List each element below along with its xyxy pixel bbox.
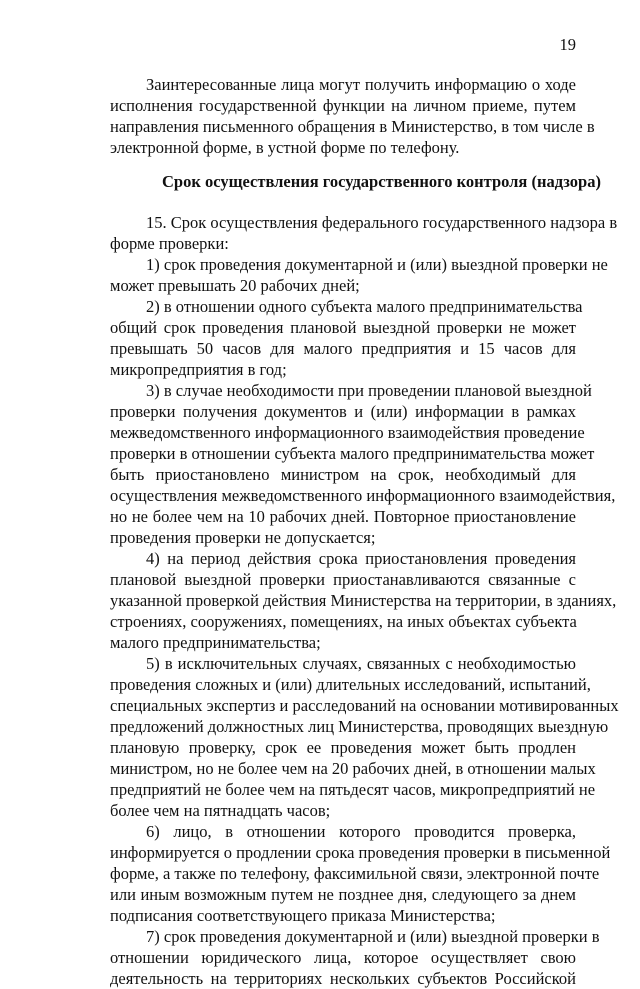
text-line: министром, но не более чем на 20 рабочих дней, в отношении малых	[110, 759, 596, 778]
text-line: электронной форме, в устной форме по телефону.	[110, 138, 460, 157]
text-line: проведения сложных и (или) длительных исследований, испытаний,	[110, 675, 591, 694]
text-line: предприятий не более чем на пятьдесят часов, микропредприятий не	[110, 780, 596, 799]
text-line: информируется о продлении срока проведения проверки в письменной	[110, 843, 611, 862]
text-line: проверки получения документов и (или) информации в рамках	[110, 402, 576, 421]
text-line: направления письменного обращения в Министерство, в том числе в	[110, 117, 595, 136]
text-line: подписания соответствующего приказа Министерства;	[110, 906, 496, 925]
text-line: плановой выездной проверки приостанавливаются связанные с	[110, 570, 576, 589]
text-line: Заинтересованные лица могут получить информацию о ходе	[146, 75, 576, 94]
text-line: отношении юридического лица, которое осуществляет свою	[110, 948, 576, 967]
list-item-7	[110, 926, 600, 989]
text-line: малого предпринимательства;	[110, 633, 321, 652]
section-heading: Срок осуществления государственного контроля (надзора)	[162, 172, 601, 191]
text-line: быть приостановлено министром на срок, необходимый для	[110, 465, 576, 484]
text-line: микропредприятия в год;	[110, 360, 287, 379]
text-line: 2) в отношении одного субъекта малого предпринимательства	[146, 297, 583, 316]
list-item-4	[110, 548, 617, 653]
text-line: но не более чем на 10 рабочих дней. Повторное приостановление	[110, 507, 576, 526]
text-line: деятельность на территориях нескольких субъектов Российской	[110, 969, 576, 988]
text-line: 1) срок проведения документарной и (или) выездной проверки не	[146, 255, 608, 274]
list-item-1	[110, 254, 608, 296]
text-line: плановую проверку, срок ее проведения может быть продлен	[110, 738, 576, 757]
text-line: 5) в исключительных случаях, связанных с необходимостью	[146, 654, 576, 673]
text-line: 15. Срок осуществления федерального государственного надзора в	[146, 213, 618, 232]
text-line: проверки в отношении субъекта малого предпринимательства может	[110, 444, 595, 463]
text-line: 7) срок проведения документарной и (или) выездной проверки в	[146, 927, 600, 946]
text-line: специальных экспертиз и расследований на основании мотивированных	[110, 696, 619, 715]
text-line: строениях, сооружениях, помещениях, на иных объектах субъекта	[110, 612, 577, 631]
list-item-3	[110, 380, 616, 548]
list-item-6	[110, 821, 611, 926]
text-line: форме, а также по телефону, факсимильной связи, электронной почте	[110, 864, 600, 883]
document-body	[110, 74, 619, 989]
list-item-5	[110, 653, 619, 821]
paragraph-15	[110, 212, 618, 254]
text-line: исполнения государственной функции на личном приеме, путем	[110, 96, 576, 115]
text-line: превышать 50 часов для малого предприятия и 15 часов для	[110, 339, 576, 358]
text-line: 6) лицо, в отношении которого проводится проверка,	[146, 822, 576, 841]
text-line: более чем на пятнадцать часов;	[110, 801, 331, 820]
text-line: форме проверки:	[110, 234, 229, 253]
text-line: указанной проверкой действия Министерства на территории, в зданиях,	[110, 591, 617, 610]
page-number: 19	[559, 35, 576, 54]
text-line: или иным возможным путем не позднее дня, следующего за днем	[110, 885, 576, 904]
text-line: 3) в случае необходимости при проведении плановой выездной	[146, 381, 592, 400]
text-line: может превышать 20 рабочих дней;	[110, 276, 360, 295]
text-line: 4) на период действия срока приостановления проведения	[146, 549, 576, 568]
text-line: проведения проверки не допускается;	[110, 528, 376, 547]
intro-paragraph	[110, 74, 595, 158]
text-line: межведомственного информационного взаимодействия проведение	[110, 423, 585, 442]
text-line: предложений должностных лиц Министерства, проводящих выездную	[110, 717, 609, 736]
text-line: осуществления межведомственного информационного взаимодействия,	[110, 486, 616, 505]
list-item-2	[110, 296, 583, 380]
text-line: общий срок проведения плановой выездной проверки не может	[110, 318, 576, 337]
